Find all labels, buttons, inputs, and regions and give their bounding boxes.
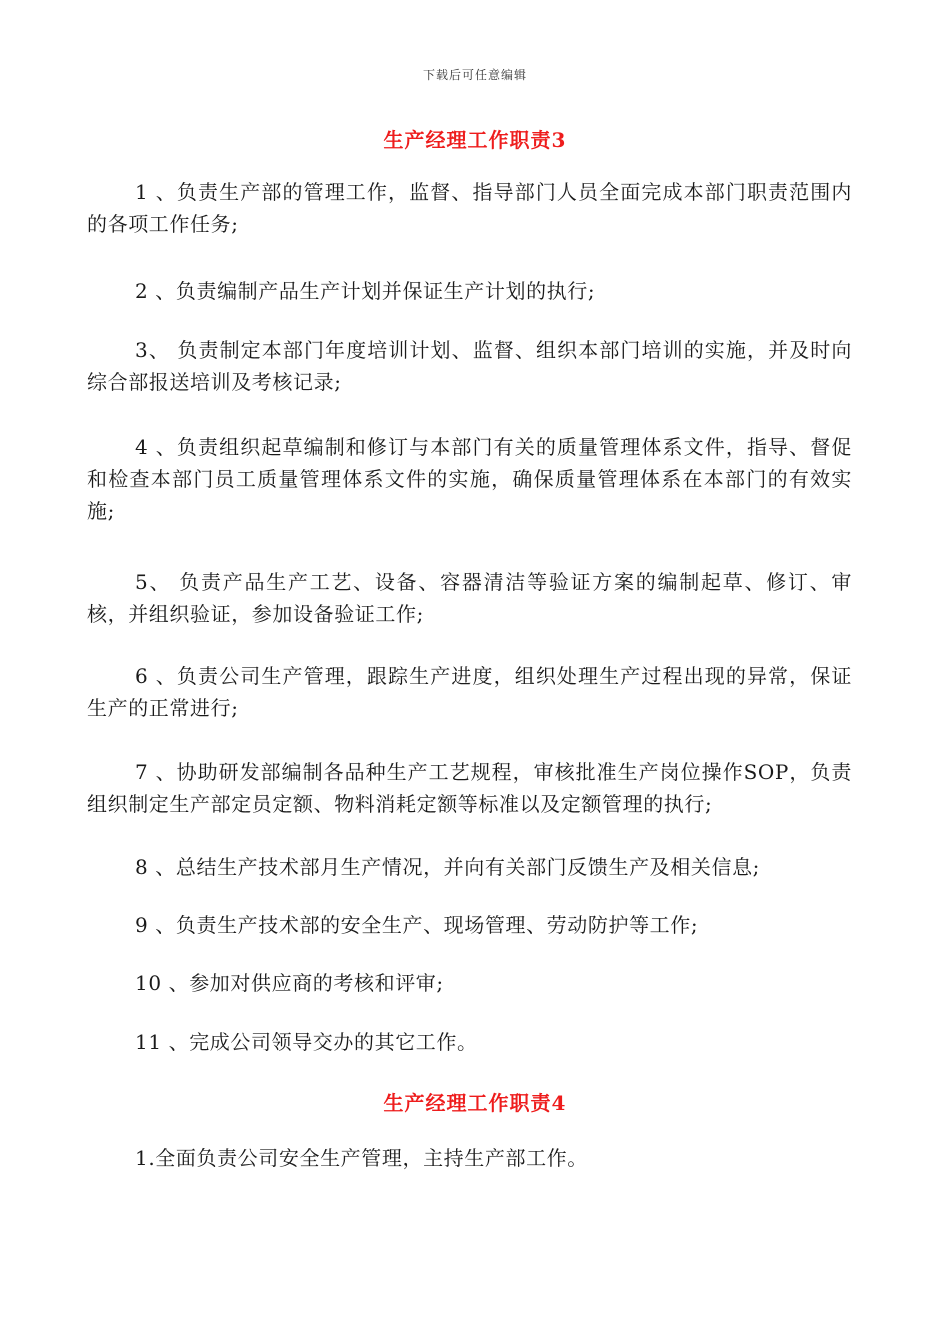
list-item: 5、 负责产品生产工艺、设备、容器清洁等验证方案的编制起草、修订、审核，并组织验证，参加设备验证工作; [87, 570, 852, 626]
list-item: 8 、总结生产技术部月生产情况，并向有关部门反馈生产及相关信息; [135, 855, 761, 879]
list-item: 11 、完成公司领导交办的其它工作。 [135, 1030, 478, 1054]
list-item: 3、 负责制定本部门年度培训计划、监督、组织本部门培训的实施，并及时向综合部报送培训及考核记录; [87, 338, 852, 394]
list-item: 1.全面负责公司安全生产管理，主持生产部工作。 [135, 1146, 588, 1170]
list-item: 6 、负责公司生产管理，跟踪生产进度，组织处理生产过程出现的异常，保证生产的正常进行; [87, 664, 852, 720]
list-item: 2 、负责编制产品生产计划并保证生产计划的执行; [135, 279, 596, 303]
section-title: 生产经理工作职责4 [383, 1091, 567, 1115]
list-item: 1 、负责生产部的管理工作，监督、指导部门人员全面完成本部门职责范围内的各项工作任务; [87, 180, 852, 236]
list-item: 4 、负责组织起草编制和修订与本部门有关的质量管理体系文件，指导、督促和检查本部门员工质量管理体系文件的实施，确保质量管理体系在本部门的有效实施; [87, 435, 852, 523]
section-title: 生产经理工作职责3 [383, 128, 567, 152]
list-item: 10 、参加对供应商的考核和评审; [135, 971, 444, 995]
header-note: 下载后可任意编辑 [422, 68, 527, 82]
list-item: 9 、负责生产技术部的安全生产、现场管理、劳动防护等工作; [135, 913, 699, 937]
list-item: 7 、协助研发部编制各品种生产工艺规程，审核批准生产岗位操作SOP，负责组织制定生产部定员定额、物料消耗定额等标准以及定额管理的执行; [87, 760, 852, 816]
